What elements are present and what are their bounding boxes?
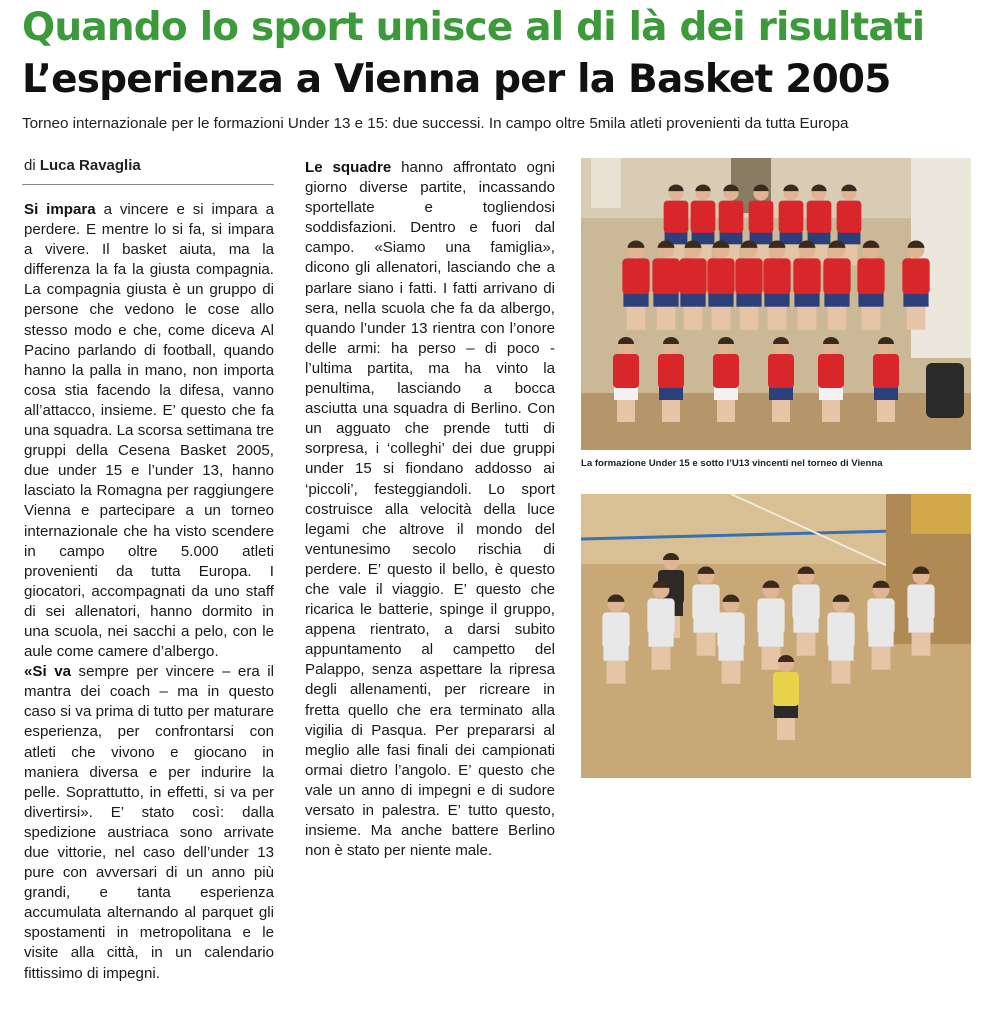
paragraph-1: [24, 200, 274, 662]
paragraph-3-lead: Le squadre: [305, 159, 392, 176]
paragraph-2: [24, 662, 274, 984]
photo-caption: La formazione Under 15 e sotto l’U13 vincenti nel torneo di Vienna: [581, 458, 883, 469]
team-photo-under15: [581, 158, 971, 450]
paragraph-2-text: sempre per vincere – era il mantra dei coach – ma in questo caso si va prima di tutto per maturare esperienza, per confrontarsi con atleti che vivono e giocano in maniera diversa e per indurire la pelle. Soprattutto, in effetti, si va per divertirsi». E’ stato così: dalla spedizione austriaca sono arrivate due vittorie, nel caso dell’under 13 pure con avversari di un anno più grandi, e tanta esperienza accumulata alternando al parquet gli spostamenti in metropolitana e le visite alla città, in un calendario fittissimo di impegni.: [24, 663, 274, 982]
byline-divider: [22, 184, 274, 185]
headline-title: L’esperienza a Vienna per la Basket 2005: [22, 57, 891, 102]
article-column-1: [24, 200, 274, 984]
subtitle: Torneo internazionale per le formazioni Under 13 e 15: due successi. In campo oltre 5mila atleti provenienti da tutta Europa: [22, 115, 849, 132]
paragraph-1-lead: Si impara: [24, 201, 96, 218]
team-photo-under15-image: [581, 158, 971, 450]
team-photo-under13: [581, 494, 971, 778]
byline-author: Luca Ravaglia: [39, 157, 141, 174]
paragraph-2-lead: «Si va: [24, 663, 71, 681]
byline-prefix: di: [24, 157, 36, 174]
article-column-2: [305, 158, 555, 861]
paragraph-1-text: a vincere e si impara a perdere. E mentre lo si fa, si impara a vivere. Il basket aiuta, ma la differenza la fa la giusta compagnia. La compagnia giusta è un gruppo di persone che vedono le cose allo stesso modo e che, come diceva Al Pacino parlando di football, quando hanno la palla in mano, non importa cosa stia facendo la difesa, vanno all’attacco, insieme. E’ questo che fa una squadra. La scorsa settimana tre gruppi della Cesena Basket 2005, due under 15 e l’under 13, hanno lasciato la Romagna per raggiungere Vienna e partecipare a un torneo internazionale che ha visto scendere in campo oltre 5.000 atleti provenienti da tutta Europa. I giocatori, accompagnati da uno staff di sei allenatori, hanno dormito in una scuola, nei sacchi a pelo, con le aule come camere d’albergo.: [24, 201, 274, 661]
byline: [24, 156, 141, 176]
team-photo-under13-image: [581, 494, 971, 778]
paragraph-3: [305, 158, 555, 861]
paragraph-3-text: hanno affrontato ogni giorno diverse partite, incassando sportellate e togliendosi soddisfazioni. Dentro e fuori dal campo. «Siamo una famiglia», dicono gli allenatori, lasciando che a parlare siano i fatti. I fatti arrivano di sera, nella scuola che fa da albergo, quando l’under 13 rientra con l’onore delle armi: ha perso – di poco - l’ultima partita, ma ha vinto la penultima, lasciando a bocca asciutta una squadra di Berlino. Con un agguato che prende tutti di sorpresa, i ‘colleghi’ dei due gruppi under 15 si fiondano addosso ai ‘piccoli’, festeggiandoli. Lo sport costruisce alla velocità della luce legami che altrove il mondo del ventunesimo secolo rischia di perdere. E’ questo il bello, è questo che vale il viaggio. E’ questo che ricarica le batterie, spinge il gruppo, appena rientrato, a darsi subito appuntamento al campetto del Palappo, senza aspettare la ripresa degli allenamenti, per ricreare in fretta quello che era terminato alla vigilia di Pasqua. Per prepararsi al meglio alle fasi finali dei campionati ormai dietro l’angolo. E’ questo che vale un anno di impegni e di sudore versato in palestra. E’ tutto questo, insieme. Ma anche battere Berlino non è stato per niente male.: [305, 159, 555, 860]
headline-kicker: Quando lo sport unisce al di là dei risultati: [22, 5, 925, 50]
